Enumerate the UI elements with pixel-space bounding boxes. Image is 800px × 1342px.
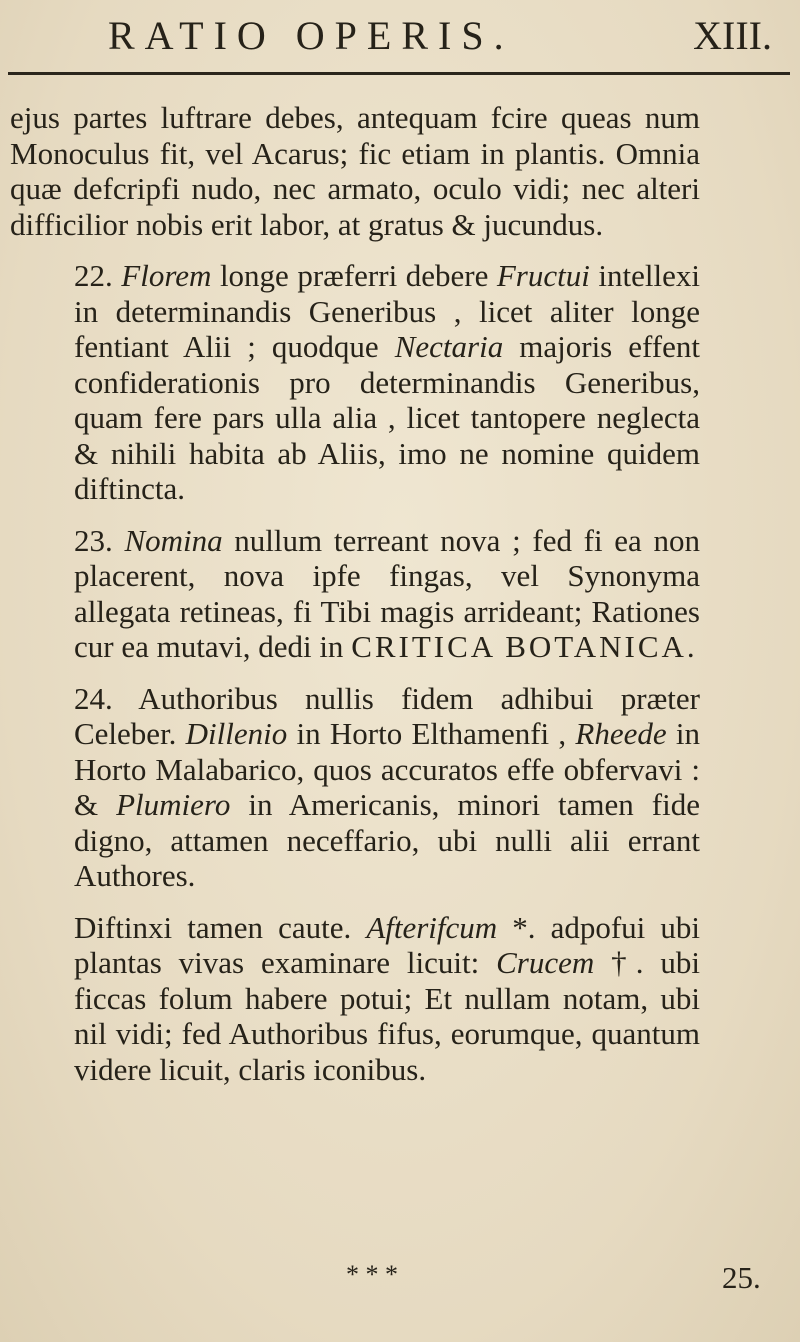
text-segment-italic: Crucem (496, 945, 595, 980)
text-segment: in Horto Elthamenfi , (287, 716, 576, 751)
text-segment: majoris effent confiderationis pro determinandis Generibus, quam fere pars ulla alia , licet tantopere neglecta & nihili habita ab Aliis, imo ne nomine quidem diftincta. (74, 329, 700, 506)
text-segment-italic: Dillenio (185, 716, 288, 751)
paragraph-1 (10, 100, 700, 242)
text-segment: nullum terreant nova ; fed fi ea non placerent, nova ipfe fingas, vel Synonyma allegata retineas, fi Tibi magis arrideant; Rationes cur ea mutavi, dedi in (74, 522, 700, 664)
text-segment-italic: Nomina (124, 522, 223, 558)
text-segment: 22. (74, 258, 122, 293)
text-segment: in Horto Malabarico, quos accuratos effe obfervavi : & (74, 716, 700, 822)
text-segment: longe præferri debere (211, 258, 497, 293)
paragraph-22 (10, 258, 700, 507)
page-number: XIII. (693, 13, 772, 58)
text-segment-italic: Fructui (496, 258, 590, 293)
text-segment: . (686, 629, 695, 664)
fleuron-ornament: * * * (346, 1260, 398, 1289)
text-segment: †. ubi ficcas folum habere potui; Et nullam notam, ubi nil vidi; fed Authoribus fifus, eorumque, quantum videre licuit, claris iconibus. (74, 945, 700, 1087)
text-segment-italic: Afterifcum (366, 909, 498, 945)
text-segment-italic: Plumiero (116, 787, 231, 822)
text-segment: Diftinxi tamen caute. (74, 909, 367, 945)
paragraph-23 (10, 523, 700, 665)
text-segment: 24. Authoribus nullis fidem adhibui præter Celeber. (74, 680, 700, 751)
text-segment: *. adpofui ubi plantas vivas examinare licuit: (74, 909, 700, 980)
text-segment: 23. (74, 522, 125, 558)
text-segment-italic: Rheede (575, 716, 667, 751)
page-footer (0, 1260, 800, 1310)
catchword: 25. (722, 1260, 761, 1295)
paragraph-24 (10, 681, 700, 894)
page-header (0, 12, 800, 72)
text-segment: in Americanis, minori tamen fide digno, attamen neceffario, ubi nulli alii errant Authores. (74, 787, 700, 893)
header-rule (8, 72, 790, 75)
text-segment-italic: Nectaria (394, 329, 504, 364)
text-segment: ejus partes luftrare debes, antequam fcire queas num Monoculus fit, vel Acarus; fic etiam in plantis. Omnia quæ defcripfi nudo, nec armato, oculo vidi; nec alteri difficilior nobis erit labor, at gratus & jucundus. (10, 100, 700, 242)
text-segment-small-caps: CRITICA BOTANICA (351, 629, 687, 664)
text-segment: intellexi in determinandis Generibus , licet aliter longe fentiant Alii ; quodque (74, 258, 700, 364)
text-segment-italic: Florem (121, 258, 212, 293)
paragraph-signs (10, 910, 700, 1088)
running-title: RATIO OPERIS. (108, 13, 514, 58)
body-text (10, 100, 700, 1087)
